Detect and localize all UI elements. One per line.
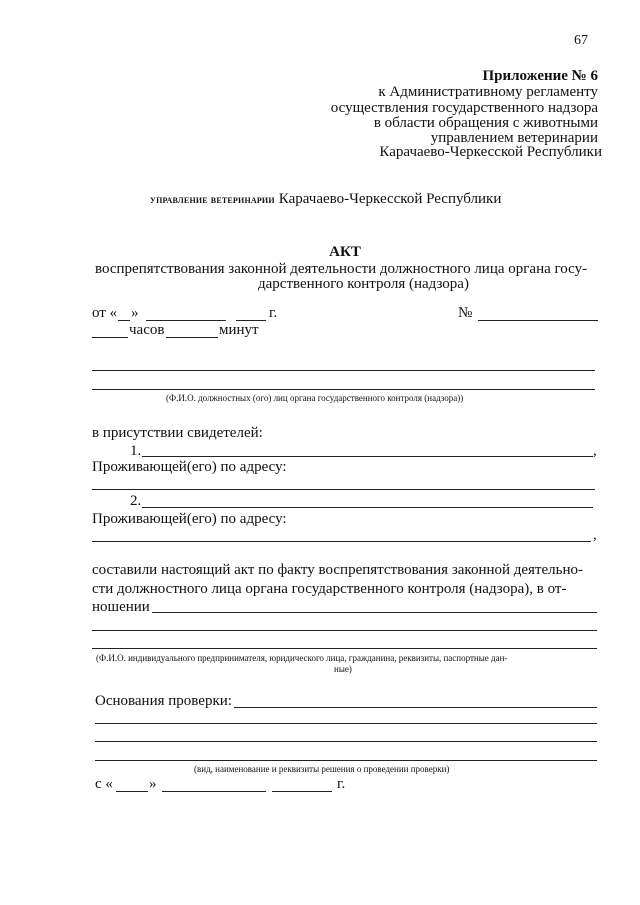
witness-1-number: 1. [130, 443, 142, 459]
act-number-field[interactable] [478, 320, 598, 321]
witness-1-address-label: Проживающей(его) по адресу: [92, 459, 287, 475]
subject-field[interactable] [152, 612, 597, 613]
witness-2-address-field[interactable] [92, 541, 591, 542]
witness-1-address-field[interactable] [92, 489, 595, 490]
date-from-label: от « [92, 305, 118, 321]
hours-label: часов [129, 322, 165, 338]
hours-field[interactable] [92, 337, 128, 338]
grounds-field[interactable] [234, 707, 597, 708]
witnesses-heading: в присутствии свидетелей: [92, 425, 263, 441]
act-subtitle-line2: дарственного контроля (надзора) [258, 276, 469, 292]
grounds-field[interactable] [95, 760, 597, 761]
authority-name: Карачаево-Черкесской Республики [278, 191, 502, 207]
page-number: 67 [574, 33, 588, 48]
appendix-line: к Административному регламенту [378, 84, 598, 100]
since-from-label: с « [95, 776, 113, 792]
subject-field[interactable] [92, 648, 597, 649]
grounds-field[interactable] [95, 741, 597, 742]
statement-line1: составили настоящий акт по факту воспрепятствования законной деятельно- [92, 562, 584, 578]
day-field[interactable] [118, 320, 130, 321]
subject-caption-line2: ные) [334, 664, 352, 674]
officials-field[interactable] [92, 389, 595, 390]
number-sign: № [458, 305, 473, 321]
appendix-title: Приложение № 6 [482, 68, 598, 84]
witness-2-address-label: Проживающей(его) по адресу: [92, 511, 287, 527]
date-close-quote: » [131, 305, 139, 321]
authority-heading [150, 190, 501, 208]
minutes-label: минут [219, 322, 259, 338]
grounds-caption: (вид, наименование и реквизиты решения о проведении проверки) [194, 764, 450, 774]
since-day-field[interactable] [116, 791, 148, 792]
month-field[interactable] [146, 320, 226, 321]
witness-2-number: 2. [130, 493, 142, 509]
officials-caption: (Ф.И.О. должностных (ого) лиц органа государственного контроля (надзора)) [166, 393, 464, 403]
appendix-line: Карачаево-Черкесской Республики [379, 144, 602, 160]
since-year-label: г. [337, 776, 346, 792]
appendix-line: осуществления государственного надзора [330, 100, 598, 116]
year-label: г. [269, 305, 278, 321]
witness-1-field[interactable] [142, 456, 593, 457]
act-subtitle-line1: воспрепятствования законной деятельности должностного лица органа госу- [95, 261, 588, 277]
authority-prefix: управление ветеринарии [150, 194, 275, 206]
grounds-label: Основания проверки: [95, 693, 232, 709]
minutes-field[interactable] [166, 337, 218, 338]
subject-field[interactable] [92, 630, 597, 631]
witness-2-field[interactable] [142, 507, 593, 508]
officials-field[interactable] [92, 370, 595, 371]
appendix-line: в области обращения с животными [373, 115, 598, 131]
witness-1-comma: , [593, 443, 597, 459]
act-title: АКТ [329, 244, 361, 260]
appendix-line: управлением ветеринарии [430, 130, 598, 146]
since-month-field[interactable] [162, 791, 266, 792]
since-year-field[interactable] [272, 791, 332, 792]
statement-line2: сти должностного лица органа государственного контроля (надзора), в от- [92, 581, 567, 597]
statement-line3: ношении [92, 599, 150, 615]
year-field[interactable] [236, 320, 266, 321]
since-close-quote: » [149, 776, 157, 792]
witness-2-comma: , [593, 527, 597, 543]
grounds-field[interactable] [95, 723, 597, 724]
subject-caption-line1: (Ф.И.О. индивидуального предпринимателя, юридического лица, гражданина, реквизиты, паспортные дан- [96, 653, 508, 663]
